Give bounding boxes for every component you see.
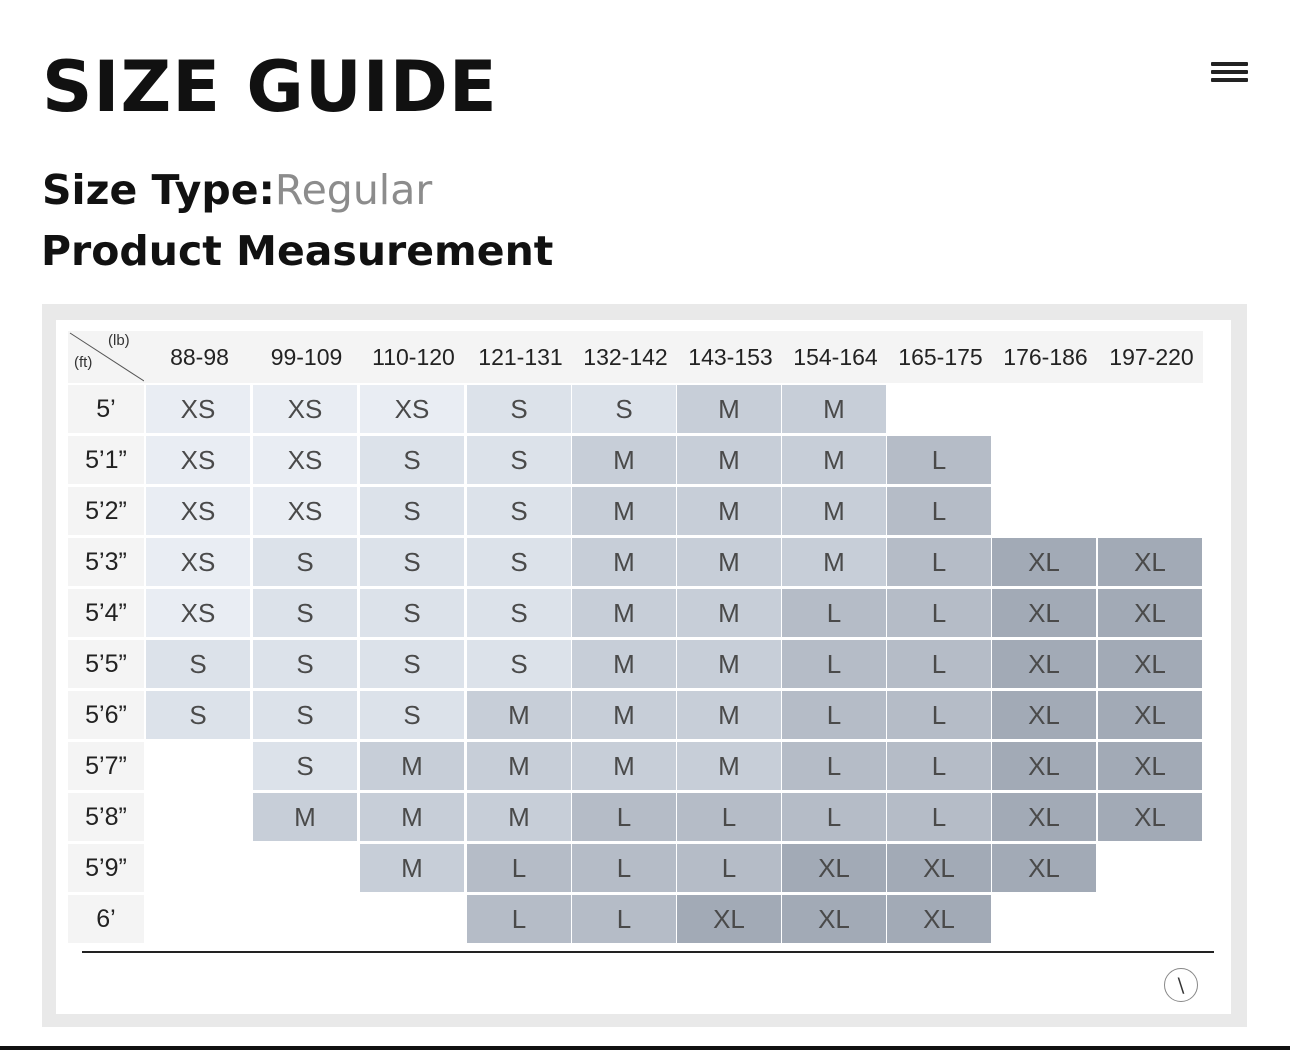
size-cell: M bbox=[677, 691, 781, 739]
size-cell: XL bbox=[887, 895, 991, 943]
size-cell: L bbox=[782, 691, 886, 739]
size-cell: S bbox=[360, 538, 464, 586]
size-cell: L bbox=[887, 691, 991, 739]
size-cell: S bbox=[360, 589, 464, 637]
size-cell: XS bbox=[146, 589, 250, 637]
size-cell: S bbox=[253, 742, 357, 790]
size-cell: L bbox=[887, 742, 991, 790]
weight-column-header: 143-153 bbox=[688, 343, 773, 370]
weight-column-header: 88-98 bbox=[170, 343, 229, 370]
size-cell: M bbox=[360, 742, 464, 790]
size-cell: XL bbox=[992, 640, 1096, 688]
size-cell: M bbox=[677, 640, 781, 688]
weight-column-header: 99-109 bbox=[270, 343, 343, 370]
size-cell: XL bbox=[992, 742, 1096, 790]
size-cell: M bbox=[782, 436, 886, 484]
size-chart-table bbox=[56, 320, 1231, 1014]
size-cell: XL bbox=[1098, 589, 1202, 637]
size-cell: XS bbox=[253, 436, 357, 484]
size-cell: L bbox=[887, 640, 991, 688]
size-cell: XL bbox=[1098, 742, 1202, 790]
size-cell: L bbox=[782, 589, 886, 637]
size-cell: XL bbox=[1098, 691, 1202, 739]
size-cell: XL bbox=[992, 691, 1096, 739]
menu-bar bbox=[1211, 70, 1248, 74]
size-cell: L bbox=[887, 487, 991, 535]
size-cell: M bbox=[360, 793, 464, 841]
size-cell: L bbox=[782, 793, 886, 841]
size-cell: XS bbox=[146, 538, 250, 586]
corner-weight-unit: (lb) bbox=[108, 332, 130, 349]
size-cell: XS bbox=[146, 385, 250, 433]
menu-bar bbox=[1211, 62, 1248, 66]
size-cell: L bbox=[782, 640, 886, 688]
size-cell: S bbox=[360, 691, 464, 739]
size-type bbox=[42, 163, 432, 217]
weight-column-header: 121-131 bbox=[478, 343, 563, 370]
size-cell: XL bbox=[1098, 793, 1202, 841]
size-cell: XL bbox=[992, 538, 1096, 586]
size-cell: XS bbox=[253, 487, 357, 535]
size-cell: XL bbox=[887, 844, 991, 892]
brand-logo-mark: \ bbox=[1177, 973, 1185, 997]
size-cell: L bbox=[677, 844, 781, 892]
size-cell: S bbox=[467, 640, 571, 688]
weight-column-header: 176-186 bbox=[1003, 343, 1088, 370]
size-cell: M bbox=[467, 691, 571, 739]
size-cell: L bbox=[782, 742, 886, 790]
size-cell: S bbox=[360, 640, 464, 688]
size-cell: M bbox=[782, 538, 886, 586]
table-divider bbox=[82, 951, 1214, 953]
size-chart-panel bbox=[42, 304, 1247, 1027]
size-cell: S bbox=[467, 436, 571, 484]
size-cell: XL bbox=[1098, 538, 1202, 586]
size-cell: S bbox=[467, 385, 571, 433]
size-cell: M bbox=[572, 538, 676, 586]
size-cell: S bbox=[253, 589, 357, 637]
brand-logo-icon bbox=[1164, 968, 1198, 1002]
height-row-header: 5’6” bbox=[68, 691, 144, 739]
size-cell: M bbox=[572, 487, 676, 535]
height-row-header: 5’2” bbox=[68, 487, 144, 535]
weight-column-header: 165-175 bbox=[898, 343, 983, 370]
size-cell: S bbox=[572, 385, 676, 433]
size-cell: M bbox=[572, 436, 676, 484]
height-row-header: 5’9” bbox=[68, 844, 144, 892]
weight-column-header: 197-220 bbox=[1109, 343, 1194, 370]
height-row-header: 5’7” bbox=[68, 742, 144, 790]
size-cell: M bbox=[782, 487, 886, 535]
size-cell: M bbox=[572, 742, 676, 790]
height-row-header: 5’1” bbox=[68, 436, 144, 484]
size-cell: XL bbox=[782, 844, 886, 892]
size-cell: M bbox=[677, 487, 781, 535]
weight-column-header: 110-120 bbox=[372, 343, 455, 370]
corner-cell bbox=[68, 331, 144, 383]
height-row-header: 5’ bbox=[68, 385, 144, 433]
size-cell: L bbox=[572, 895, 676, 943]
size-cell: M bbox=[572, 589, 676, 637]
size-cell: M bbox=[677, 742, 781, 790]
size-cell: S bbox=[253, 691, 357, 739]
size-cell: XS bbox=[360, 385, 464, 433]
page-title: SIZE GUIDE bbox=[42, 46, 498, 128]
height-row-header: 6’ bbox=[68, 895, 144, 943]
height-row-header: 5’8” bbox=[68, 793, 144, 841]
weight-column-header: 154-164 bbox=[793, 343, 878, 370]
menu-bar bbox=[1211, 78, 1248, 82]
size-cell: M bbox=[467, 793, 571, 841]
size-cell: XS bbox=[253, 385, 357, 433]
size-type-value: Regular bbox=[274, 166, 433, 214]
size-cell: S bbox=[360, 487, 464, 535]
size-cell: S bbox=[253, 538, 357, 586]
size-cell: XS bbox=[146, 436, 250, 484]
size-cell: M bbox=[360, 844, 464, 892]
height-row-header: 5’3” bbox=[68, 538, 144, 586]
size-cell: M bbox=[782, 385, 886, 433]
size-cell: L bbox=[467, 895, 571, 943]
size-cell: XL bbox=[1098, 640, 1202, 688]
weight-column-header: 132-142 bbox=[583, 343, 668, 370]
size-cell: S bbox=[467, 538, 571, 586]
size-cell: L bbox=[887, 589, 991, 637]
size-cell: L bbox=[677, 793, 781, 841]
size-cell: M bbox=[572, 691, 676, 739]
hamburger-menu-icon[interactable] bbox=[1211, 62, 1248, 84]
size-cell: M bbox=[677, 385, 781, 433]
size-type-label: Size Type: bbox=[42, 166, 275, 214]
corner-height-unit: (ft) bbox=[74, 354, 93, 371]
size-cell: S bbox=[360, 436, 464, 484]
size-cell: S bbox=[146, 640, 250, 688]
size-cell: XL bbox=[992, 589, 1096, 637]
size-cell: L bbox=[887, 538, 991, 586]
size-cell: L bbox=[887, 436, 991, 484]
size-cell: S bbox=[146, 691, 250, 739]
page-bottom-border bbox=[0, 1046, 1290, 1050]
size-cell: L bbox=[572, 844, 676, 892]
size-cell: L bbox=[467, 844, 571, 892]
size-cell: M bbox=[677, 436, 781, 484]
size-cell: XL bbox=[992, 844, 1096, 892]
size-cell: L bbox=[887, 793, 991, 841]
size-cell: XS bbox=[146, 487, 250, 535]
size-cell: XL bbox=[992, 793, 1096, 841]
size-cell: M bbox=[677, 589, 781, 637]
size-cell: XL bbox=[782, 895, 886, 943]
size-cell: M bbox=[572, 640, 676, 688]
size-cell: S bbox=[467, 589, 571, 637]
height-row-header: 5’5” bbox=[68, 640, 144, 688]
size-cell: M bbox=[253, 793, 357, 841]
height-row-header: 5’4” bbox=[68, 589, 144, 637]
size-cell: M bbox=[677, 538, 781, 586]
size-cell: S bbox=[253, 640, 357, 688]
size-cell: M bbox=[467, 742, 571, 790]
section-title: Product Measurement bbox=[41, 227, 554, 275]
size-cell: L bbox=[572, 793, 676, 841]
size-cell: S bbox=[467, 487, 571, 535]
size-cell: XL bbox=[677, 895, 781, 943]
